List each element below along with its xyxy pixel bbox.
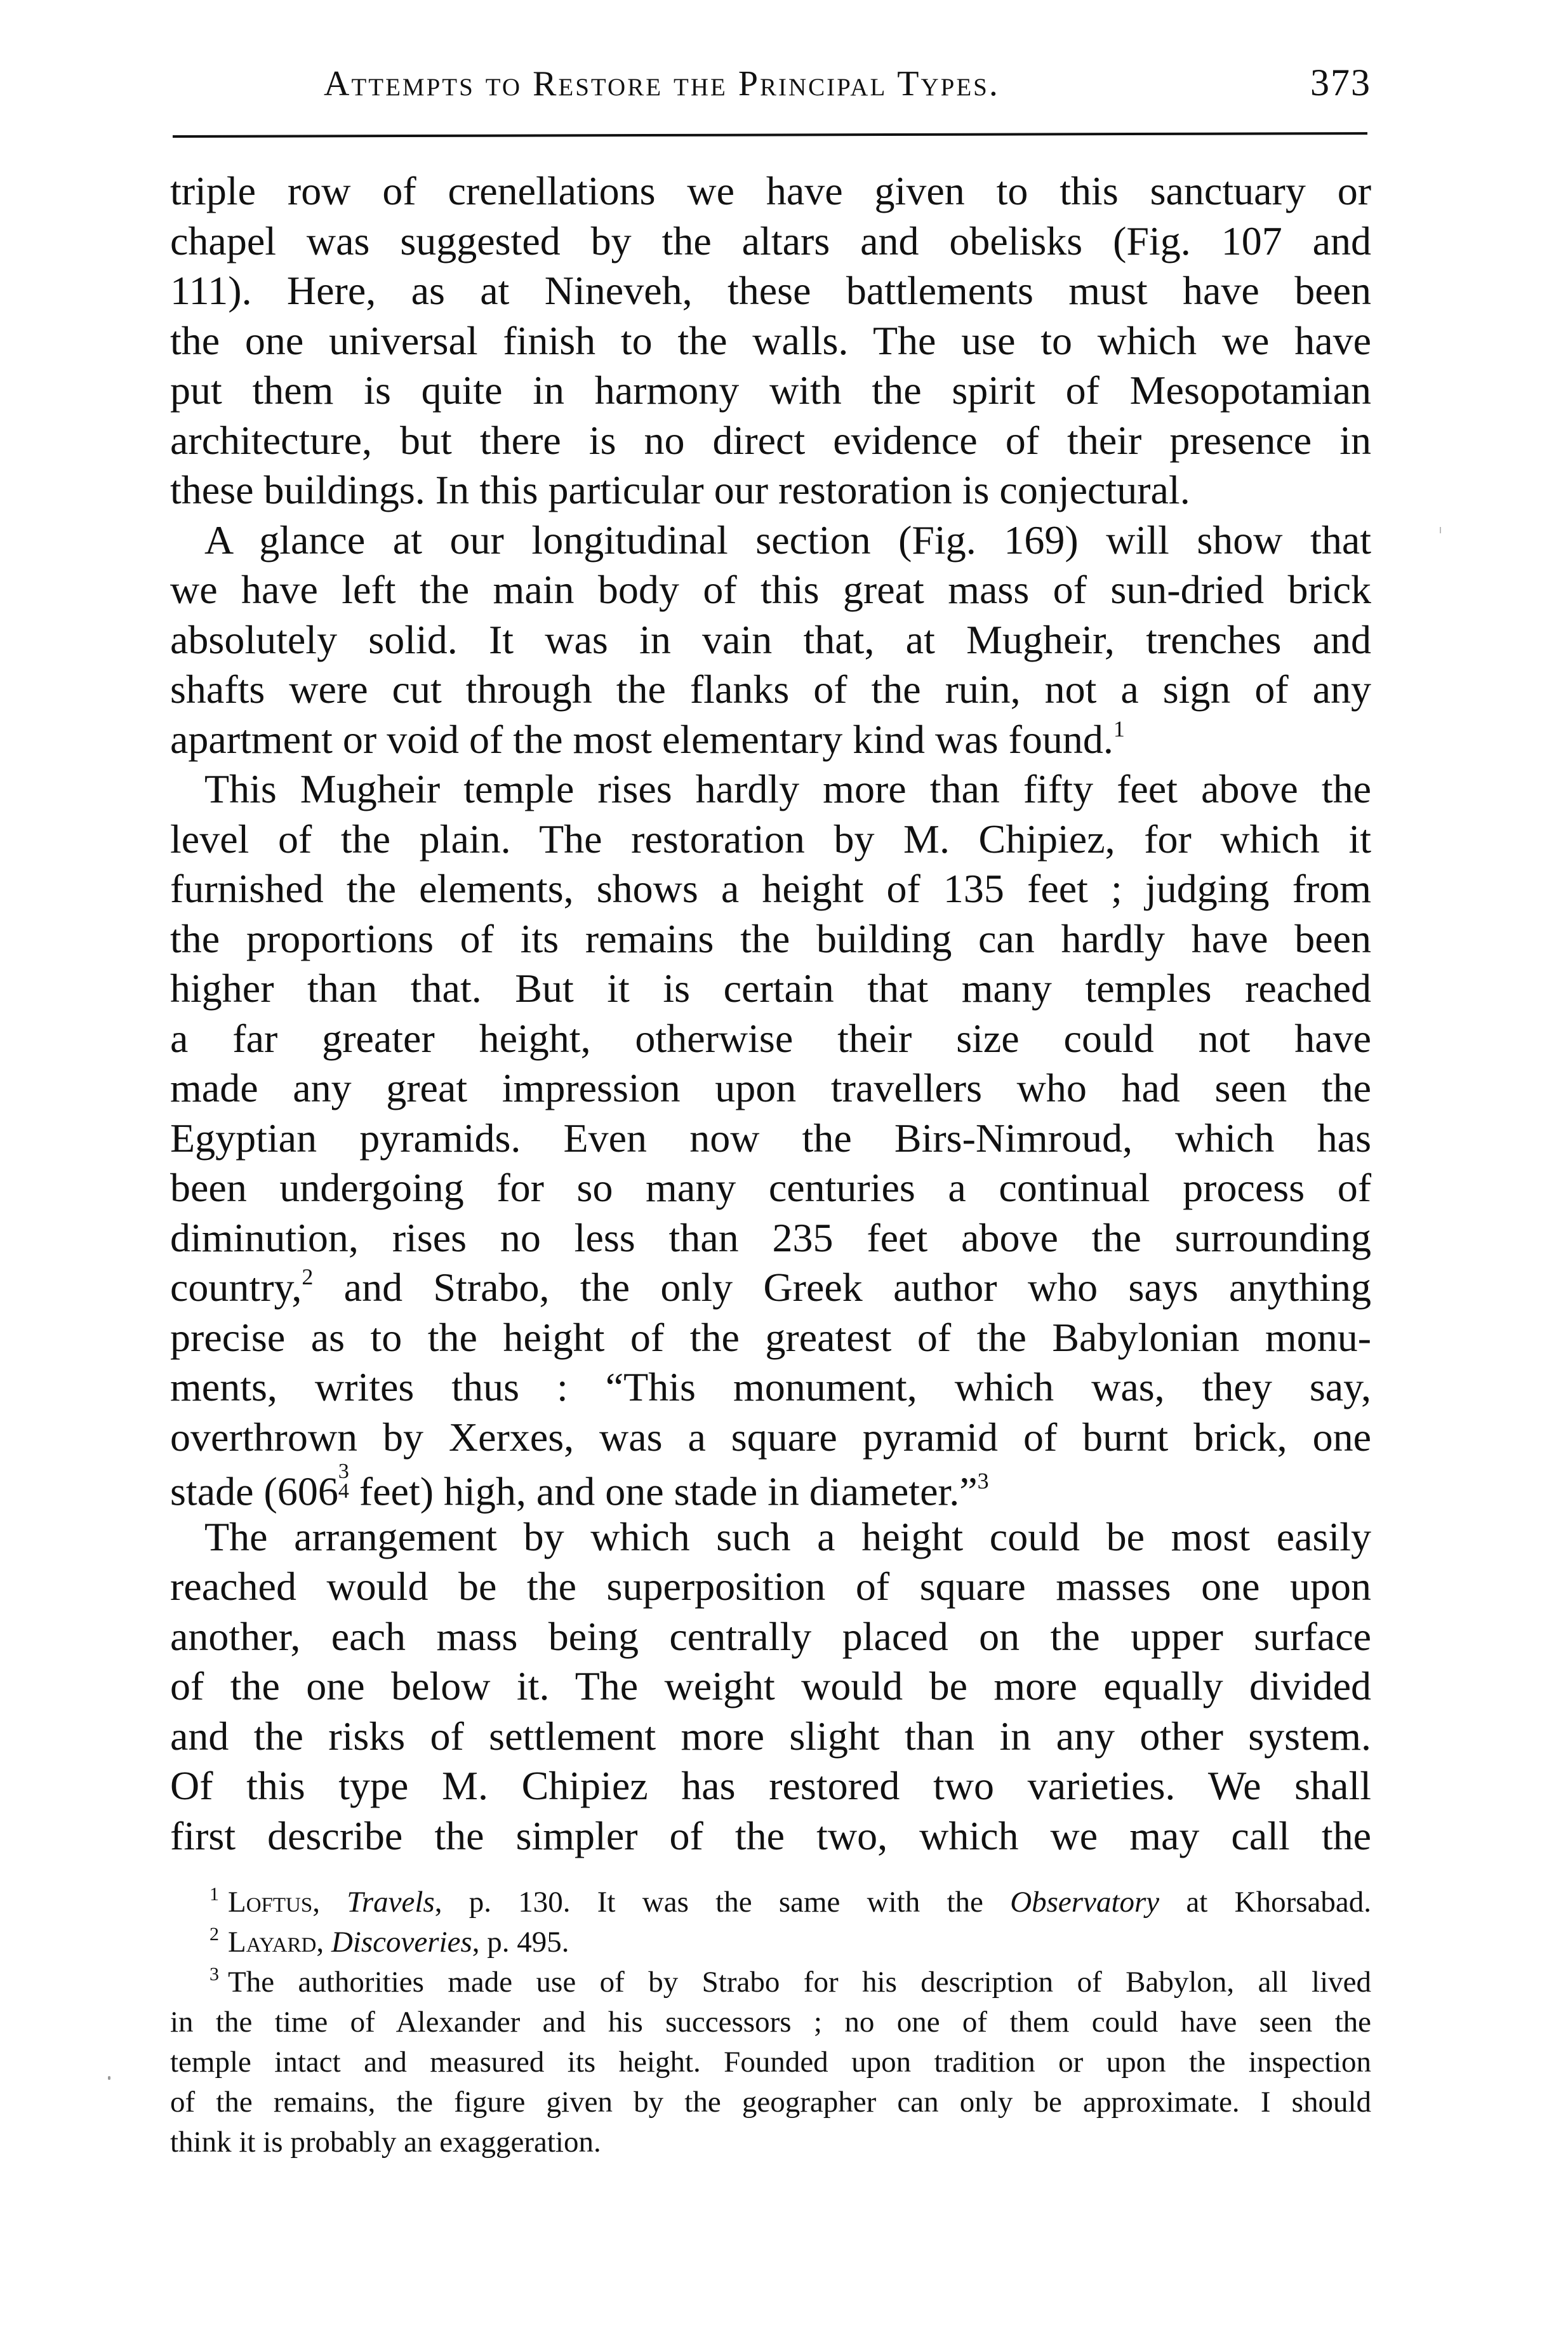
text-line: a far greater height, otherwise their size could not have [170,1015,1371,1061]
footnote-text: , p. 495. [472,1926,569,1959]
line-text: stade (606 [170,1468,338,1514]
line-text: apartment or void of the most elementary kind was found. [170,716,1113,762]
text-line: diminution, rises no less than 235 feet above the surrounding [170,1215,1371,1260]
footnote-text: The authorities made use of by Strabo for his description of Babylon, all lived [228,1966,1371,1999]
fraction-three-quarters [338,1462,349,1501]
footnote-3-line: in the time of Alexander and his successors ; no one of them could have seen the [170,2006,1371,2039]
footnote-ref-1[interactable]: 1 [1113,716,1125,742]
fraction-denominator: 4 [338,1479,349,1503]
footnote-1 [170,1882,1371,1922]
footnote-ref-3[interactable]: 3 [977,1468,989,1494]
footnote-3 [170,1962,1371,2002]
footnote-work: Observatory [1010,1886,1160,1919]
footnote-work: Travels [347,1886,435,1919]
footnote-number: 3 [209,1964,219,1985]
text-line: another, each mass being centrally placed on the upper surface [170,1613,1371,1659]
text-line: triple row of crenellations we have given to this sanctuary or [170,168,1371,213]
text-line: higher than that. But it is certain that many temples reached [170,966,1371,1011]
text-line: furnished the elements, shows a height of 135 feet ; judging from [170,866,1371,911]
text-line: overthrown by Xerxes, was a square pyramid of burnt brick, one [170,1414,1371,1460]
text-line: ments, writes thus : “This monument, which was, they say, [170,1364,1371,1409]
text-line: Of this type M. Chipiez has restored two varieties. We shall [170,1763,1371,1808]
text-line: precise as to the height of the greatest of the Babylonian monu- [170,1314,1371,1360]
running-head: Attempts to Restore the Principal Types. [324,64,1000,103]
footnote-text: , p. 130. It was the same with the [434,1886,1011,1919]
text-line: reached would be the superposition of square masses one upon [170,1564,1371,1609]
line-text: feet) high, and one stade in diameter.” [359,1468,978,1514]
line-text: and Strabo, the only Greek author who says anything [343,1265,1372,1310]
footnote-3-line: think it is probably an exaggeration. [170,2126,601,2159]
paragraph-start-line: A glance at our longitudinal section (Fig. 169) will show that [204,517,1371,563]
text-line: put them is quite in harmony with the spirit of Mesopotamian [170,368,1371,413]
footnote-author: Layard, [228,1926,324,1959]
scan-speck [108,2076,110,2080]
text-line: been undergoing for so many centuries a continual process of [170,1165,1371,1210]
text-line: these buildings. In this particular our restoration is conjectural. [170,467,1190,512]
footnote-number: 2 [209,1924,219,1945]
footnote-number: 1 [209,1884,219,1905]
body-text [170,166,1371,1861]
footnote-3-line: of the remains, the figure given by the geographer can only be approximate. I should [170,2086,1371,2119]
text-line [170,1263,1371,1313]
text-line: chapel was suggested by the altars and obelisks (Fig. 107 and [170,218,1371,263]
scan-speck [1440,527,1441,533]
header-rule [173,132,1367,138]
footnote-work: Discoveries [331,1926,472,1959]
footnote-ref-2[interactable]: 2 [302,1264,314,1289]
text-line: of the one below it. The weight would be more equally divided [170,1663,1371,1708]
footnote-2 [170,1922,1371,1962]
text-line: 111). Here, as at Nineveh, these battlements must have been [170,268,1371,313]
page-number: 373 [1310,62,1371,103]
text-line: shafts were cut through the flanks of the ruin, not a sign of any [170,667,1371,712]
footnote-3-line: temple intact and measured its height. Founded upon tradition or upon the inspection [170,2046,1371,2079]
fraction-numerator: 3 [338,1460,349,1483]
paragraph-start-line: This Mugheir temple rises hardly more than fifty feet above the [204,766,1371,811]
text-line [170,715,1371,765]
text-line: first describe the simpler of the two, which we may call the [170,1813,1371,1858]
text-line: the proportions of its remains the building can hardly have been [170,916,1371,961]
text-line: architecture, but there is no direct evidence of their presence in [170,417,1371,463]
text-line: made any great impression upon travellers who had seen the [170,1065,1371,1110]
text-line: we have left the main body of this great mass of sun-dried brick [170,567,1371,612]
footnote-text: at Khorsabad. [1159,1886,1371,1919]
footnote-author: Loftus, [228,1886,320,1919]
line-text: country, [170,1265,302,1310]
text-line: and the risks of settlement more slight than in any other system. [170,1713,1371,1759]
text-line: the one universal finish to the walls. The use to which we have [170,317,1371,363]
footnotes [170,1882,1371,2162]
paragraph-start-line: The arrangement by which such a height could be most easily [204,1514,1371,1559]
text-line: absolutely solid. It was in vain that, at Mugheir, trenches and [170,616,1371,662]
text-line [170,1462,1371,1512]
text-line: Egyptian pyramids. Even now the Birs-Nimroud, which has [170,1115,1371,1161]
text-line: level of the plain. The restoration by M. Chipiez, for which it [170,816,1371,862]
